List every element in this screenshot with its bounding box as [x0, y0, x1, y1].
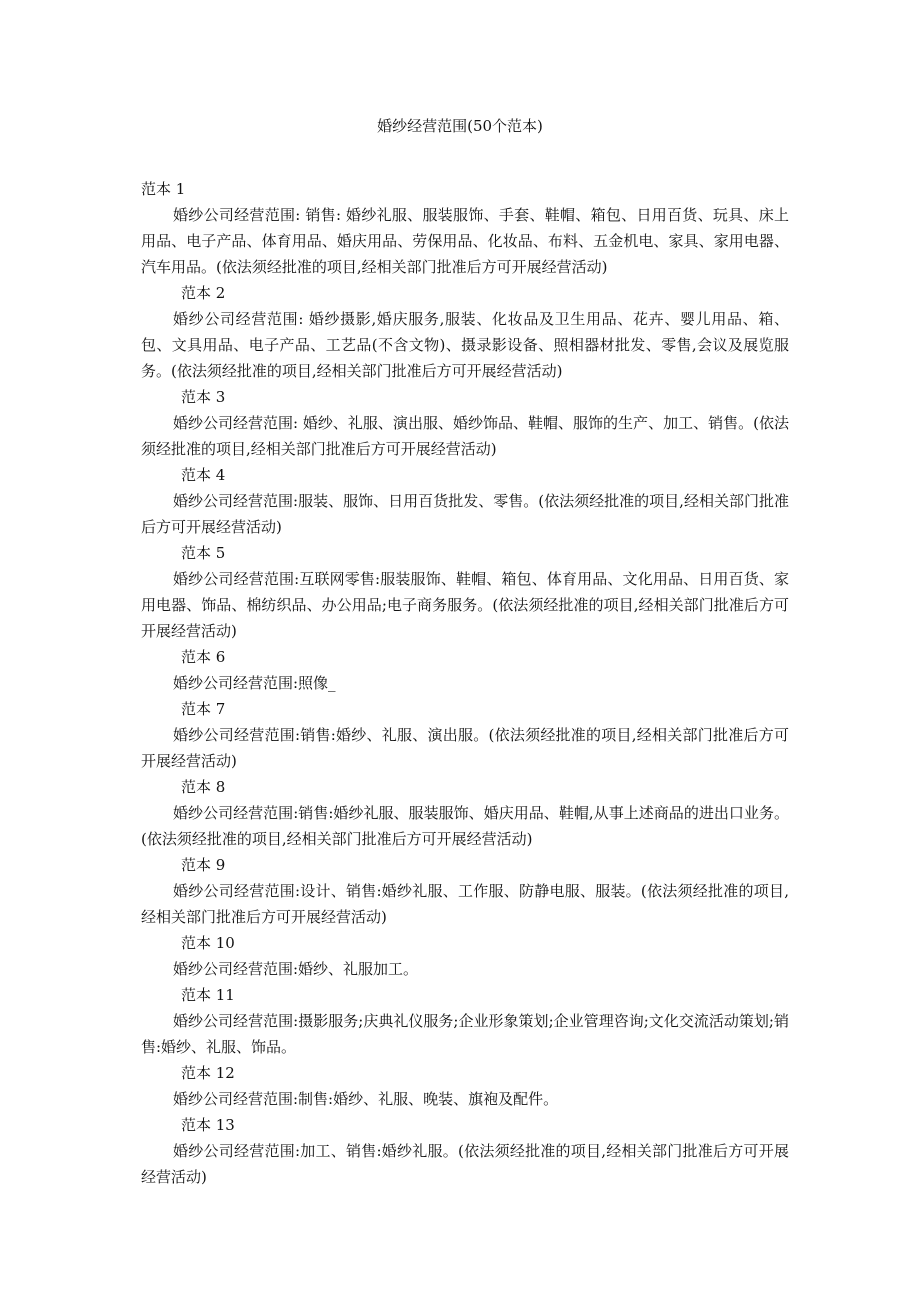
sample-block	[141, 280, 789, 384]
sample-text: 婚纱公司经营范围:互联网零售:服装服饰、鞋帽、箱包、体育用品、文化用品、日用百货、家用电器、饰品、棉纺织品、办公用品;电子商务服务。(依法须经批准的项目,经相关部门批准后方可开展经营活动)	[141, 570, 789, 640]
sample-block	[141, 1060, 789, 1112]
sample-heading: 范本 12	[181, 1064, 235, 1082]
sample-heading: 范本 13	[181, 1116, 235, 1134]
sample-block	[141, 1112, 789, 1190]
sample-block	[141, 982, 789, 1060]
sample-text: 婚纱公司经营范围:摄影服务;庆典礼仪服务;企业形象策划;企业管理咨询;文化交流活动策划;销售:婚纱、礼服、饰品。	[141, 1012, 789, 1056]
sample-heading: 范本 3	[181, 388, 226, 406]
sample-heading: 范本 5	[181, 544, 226, 562]
sample-block	[141, 384, 789, 462]
sample-text: 婚纱公司经营范围:照像_	[173, 674, 336, 692]
sample-block	[141, 644, 789, 696]
sample-text: 婚纱公司经营范围: 婚纱摄影,婚庆服务,服装、化妆品及卫生用品、花卉、婴儿用品、箱、包、文具用品、电子产品、工艺品(不含文物)、摄录影设备、照相器材批发、零售,会议及展览服务。(依法须经批准的项目,经相关部门批准后方可开展经营活动)	[141, 310, 789, 380]
sample-text: 婚纱公司经营范围:设计、销售:婚纱礼服、工作服、防静电服、服装。(依法须经批准的项目,经相关部门批准后方可开展经营活动)	[141, 882, 789, 926]
sample-text: 婚纱公司经营范围:服装、服饰、日用百货批发、零售。(依法须经批准的项目,经相关部门批准后方可开展经营活动)	[141, 492, 789, 536]
sample-block	[141, 176, 789, 280]
sample-heading: 范本 11	[181, 986, 235, 1004]
sample-heading: 范本 7	[181, 700, 226, 718]
sample-text: 婚纱公司经营范围:加工、销售:婚纱礼服。(依法须经批准的项目,经相关部门批准后方可开展经营活动)	[141, 1142, 789, 1186]
sample-block	[141, 462, 789, 540]
sample-heading: 范本 6	[181, 648, 226, 666]
sample-block	[141, 774, 789, 852]
sample-text: 婚纱公司经营范围: 婚纱、礼服、演出服、婚纱饰品、鞋帽、服饰的生产、加工、销售。(依法须经批准的项目,经相关部门批准后方可开展经营活动)	[141, 414, 789, 458]
document-body	[141, 176, 789, 1190]
document-title: 婚纱经营范围(50个范本)	[377, 117, 543, 135]
sample-block	[141, 930, 789, 982]
sample-text: 婚纱公司经营范围:销售:婚纱、礼服、演出服。(依法须经批准的项目,经相关部门批准后方可开展经营活动)	[141, 726, 789, 770]
sample-block	[141, 852, 789, 930]
sample-heading: 范本 4	[181, 466, 226, 484]
sample-block	[141, 696, 789, 774]
sample-text: 婚纱公司经营范围:制售:婚纱、礼服、晚装、旗袍及配件。	[173, 1090, 559, 1108]
sample-text: 婚纱公司经营范围: 销售: 婚纱礼服、服装服饰、手套、鞋帽、箱包、日用百货、玩具、床上用品、电子产品、体育用品、婚庆用品、劳保用品、化妆品、布料、五金机电、家具、家用电器、汽车用品。(依法须经批准的项目,经相关部门批准后方可开展经营活动)	[141, 206, 789, 276]
sample-block	[141, 540, 789, 644]
sample-text: 婚纱公司经营范围:婚纱、礼服加工。	[173, 960, 419, 978]
sample-heading: 范本 9	[181, 856, 226, 874]
sample-text: 婚纱公司经营范围:销售:婚纱礼服、服装服饰、婚庆用品、鞋帽,从事上述商品的进出口业务。(依法须经批准的项目,经相关部门批准后方可开展经营活动)	[141, 804, 789, 848]
sample-heading: 范本 1	[141, 180, 186, 198]
sample-heading: 范本 8	[181, 778, 226, 796]
sample-heading: 范本 2	[181, 284, 226, 302]
sample-heading: 范本 10	[181, 934, 235, 952]
